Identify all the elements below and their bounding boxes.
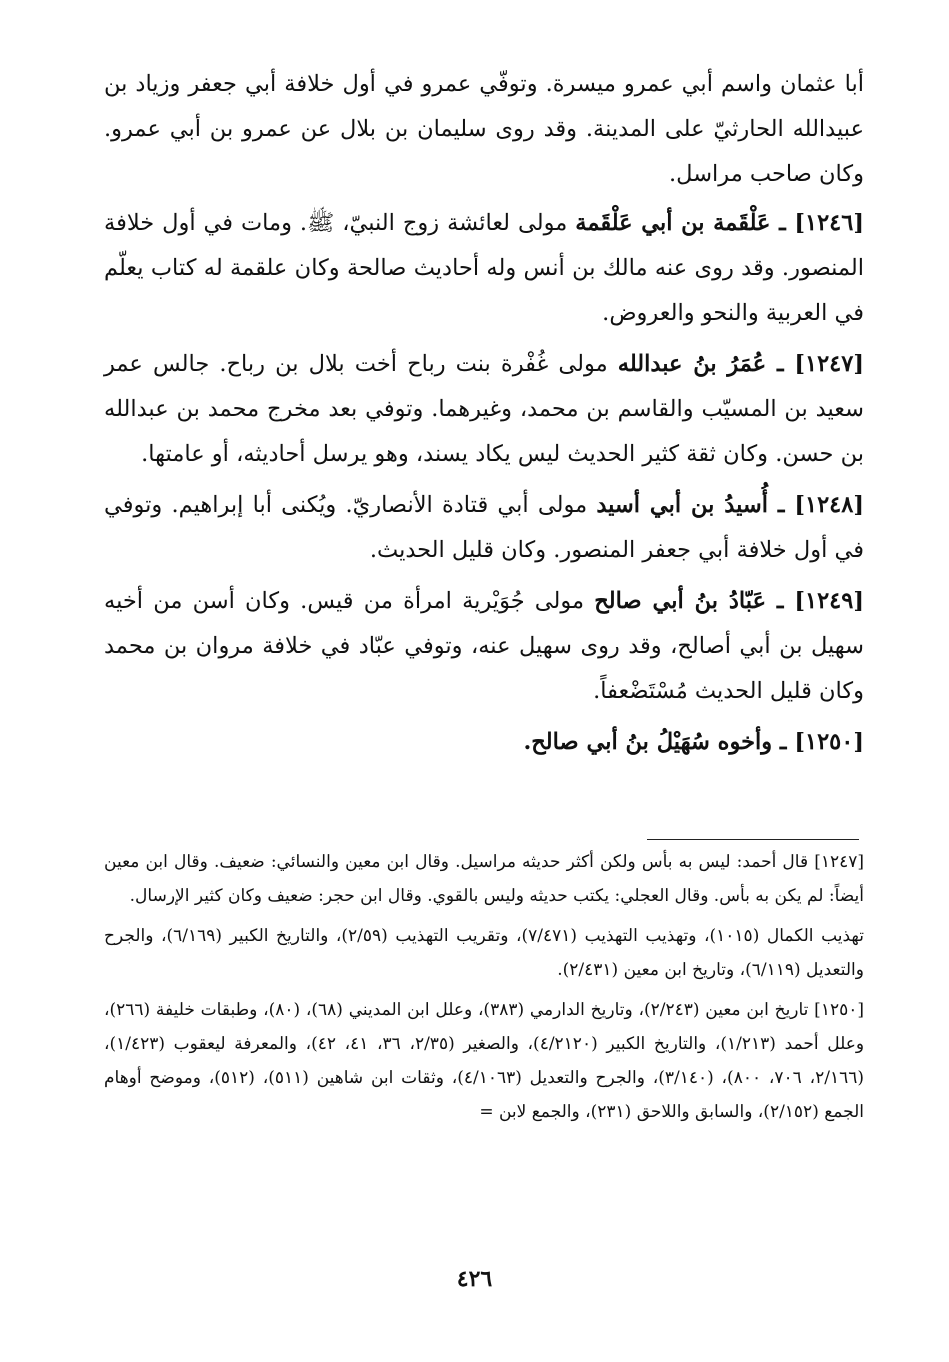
footnotes	[104, 845, 864, 1135]
footnote-1247-refs: تهذيب الكمال (١٠١٥)، وتهذيب التهذيب (٧/٤٧١)، وتقريب التهذيب (٢/٥٩)، والتاريخ الكبير (٦/١٦٩)، والجرح والتعديل (٦/١١٩)، وتاريخ ابن معين (٢/٤٣١).	[104, 926, 864, 980]
paragraph-continuation: أبا عثمان واسم أبي عمرو ميسرة. وتوفّي عمرو في أول خلافة أبي جعفر وزياد بن عبيدالله الحارثيّ على المدينة. وقد روى سليمان بن بلال عن عمرو بن أبي عمرو. وكان صاحب مراسل.	[104, 71, 864, 187]
entry-1247-heading: [١٢٤٧] ـ عُمَرُ بنُ عبدالله	[617, 351, 864, 377]
entry-1247	[104, 342, 864, 477]
entry-1246	[104, 201, 864, 336]
entry-1249-heading: [١٢٤٩] ـ عَبّادُ بنُ أبي صالح	[594, 588, 864, 614]
entry-1249	[104, 579, 864, 714]
page-number: ٤٢٦	[456, 1266, 493, 1292]
footnote-divider	[647, 839, 859, 840]
entry-1246-heading: [١٢٤٦] ـ عَلْقَمة بن أبي عَلْقَمة	[575, 210, 864, 236]
entry-1249-body: مولى جُوَيْرية امرأة من قيس. وكان أسن من أخيه سهيل بن أبي أصالح، وقد روى سهيل عنه، وتوفي عبّاد في خلافة مروان بن محمد وكان قليل الحديث مُسْتَضْعفاً.	[104, 588, 864, 704]
entry-1248-heading: [١٢٤٨] ـ أُسيدُ بن أبي أسيد	[596, 492, 864, 518]
entry-1250-heading: [١٢٥٠] ـ وأخوه سُهَيْلُ بنُ أبي صالح.	[523, 729, 864, 755]
entry-1250	[104, 720, 864, 765]
entry-1248	[104, 483, 864, 573]
footnote-1247-text: [١٢٤٧] قال أحمد: ليس به بأس ولكن أكثر حديثه مراسيل. وقال ابن معين والنسائي: ضعيف. وقال ابن معين أيضاً: لم يكن به بأس. وقال العجلي: يكتب حديثه وليس بالقوي. وقال ابن حجر: ضعيف وكان كثير الإرسال.	[104, 852, 864, 906]
footnote-1250-refs: [١٢٥٠] تاريخ ابن معين (٢/٢٤٣)، وتاريخ الدارمي (٣٨٣)، وعلل ابن المديني (٦٨)، (٨٠)، وطبقات خليفة (٢٦٦)، وعلل أحمد (١/٢١٣)، والتاريخ الكبير (٤/٢١٢٠)، والصغير (٢/٣٥، ٣٦، ٤١، ٤٢)، والمعرفة ليعقوب (١/٤٢٣)، (٢/١٦٦، ٧٠٦، ٨٠٠)، (٣/١٤٠)، والجرح والتعديل (٤/١٠٦٣)، وثقات ابن شاهين (٥١١)، (٥١٢)، وموضح أوهام الجمع (٢/١٥٢)، والسابق واللاحق (٢٣١)، والجمع لابن =	[104, 1000, 865, 1122]
main-text	[104, 62, 864, 771]
entry-1246-body: مولى لعائشة زوج النبيّ، ﷺ. ومات في أول خلافة المنصور. وقد روى عنه مالك بن أنس وله أحاديث صالحة وكان علقمة له كتاب يعلّم في العربية والنحو والعروض.	[104, 210, 864, 326]
entry-1248-body: مولى أبي قتادة الأنصاريّ. ويُكنى أبا إبراهيم. وتوفي في أول خلافة أبي جعفر المنصور. وكان قليل الحديث.	[104, 492, 864, 563]
entry-1247-body: مولى غُفْرة بنت رباح أخت بلال بن رباح. جالس عمر سعيد بن المسيّب والقاسم بن محمد، وغيرهما. وتوفي بعد مخرج محمد بن عبدالله بن حسن. وكان ثقة كثير الحديث ليس يكاد يسند، وهو يرسل أحاديثه، أو عامتها.	[104, 351, 864, 467]
